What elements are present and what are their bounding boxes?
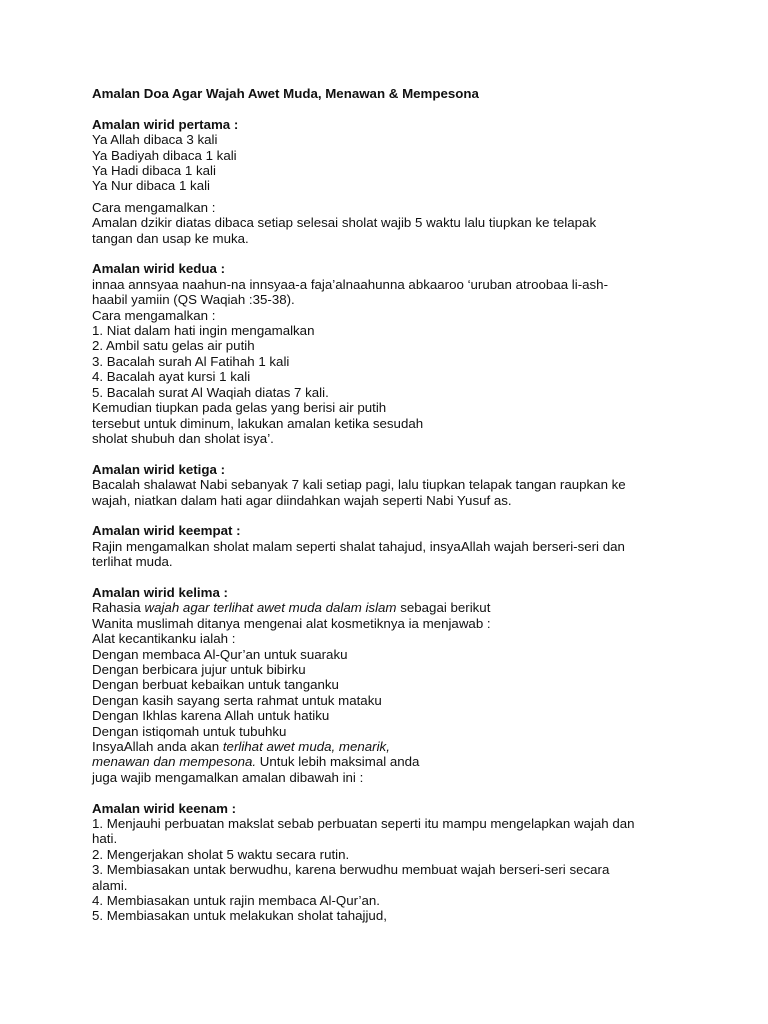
section-wirid-pertama — [92, 117, 692, 246]
text-line — [92, 754, 692, 769]
text-line: Ya Hadi dibaca 1 kali — [92, 163, 216, 179]
text-line: Cara mengamalkan : — [92, 199, 216, 215]
text-segment: InsyaAllah anda akan — [92, 738, 223, 754]
section-wirid-keempat — [92, 523, 692, 569]
text-line: Dengan berbuat kebaikan untuk tanganku — [92, 677, 339, 693]
text-line: 3. Bacalah surah Al Fatihah 1 kali — [92, 353, 290, 369]
section-heading: Amalan wirid ketiga : — [92, 461, 226, 477]
text-line: 5. Membiasakan untuk melakukan sholat tahajjud, — [92, 908, 387, 924]
text-line: wajah, niatkan dalam hati agar diindahkan wajah seperti Nabi Yusuf as. — [92, 492, 512, 508]
text-line: Alat kecantikanku ialah : — [92, 631, 236, 647]
text-line: Rajin mengamalkan sholat malam seperti shalat tahajud, insyaAllah wajah berseri-seri dan — [92, 538, 625, 554]
text-line: 1. Menjauhi perbuatan makslat sebab perbuatan seperti itu mampu mengelapkan wajah dan — [92, 816, 635, 831]
text-line — [92, 739, 692, 754]
text-line: haabil yamiin (QS Waqiah :35-38). — [92, 292, 295, 308]
section-wirid-kelima — [92, 585, 692, 785]
text-line: sholat shubuh dan sholat isya’. — [92, 430, 274, 446]
text-line — [92, 600, 692, 615]
section-heading: Amalan wirid keempat : — [92, 523, 241, 539]
text-line: 5. Bacalah surat Al Waqiah diatas 7 kali. — [92, 384, 329, 400]
section-heading: Amalan wirid kelima : — [92, 584, 228, 600]
text-line: 2. Ambil satu gelas air putih — [92, 338, 255, 354]
text-line: Ya Badiyah dibaca 1 kali — [92, 147, 237, 163]
text-line: Dengan berbicara jujur untuk bibirku — [92, 661, 306, 677]
text-line: tangan dan usap ke muka. — [92, 230, 249, 246]
section-heading: Amalan wirid kedua : — [92, 261, 226, 277]
text-line: Amalan dzikir diatas dibaca setiap selesai sholat wajib 5 waktu lalu tiupkan ke telapak — [92, 215, 597, 231]
text-line: tersebut untuk diminum, lakukan amalan ketika sesudah — [92, 415, 424, 431]
section-wirid-ketiga — [92, 462, 692, 508]
text-line: 3. Membiasakan untak berwudhu, karena berwudhu membuat wajah berseri-seri secara — [92, 862, 610, 878]
section-heading: Amalan wirid pertama : — [92, 116, 239, 132]
section-wirid-kedua — [92, 261, 692, 446]
text-line: Dengan membaca Al-Qur’an untuk suaraku — [92, 646, 348, 662]
text-line: 1. Niat dalam hati ingin mengamalkan — [92, 323, 315, 339]
italic-phrase: menawan dan mempesona. — [92, 754, 257, 770]
text-line: Kemudian tiupkan pada gelas yang berisi air putih — [92, 400, 387, 416]
text-line: Dengan Ikhlas karena Allah untuk hatiku — [92, 708, 330, 724]
section-wirid-keenam — [92, 801, 692, 924]
text-line: innaa annsyaa naahun-na innsyaa-a faja’alnaahunna abkaaroo ‘uruban atroobaa li-ash- — [92, 276, 609, 292]
text-line: juga wajib mengamalkan amalan dibawah ini : — [92, 769, 364, 785]
text-line: alami. — [92, 877, 128, 893]
section-heading: Amalan wirid keenam : — [92, 800, 237, 816]
text-segment: sebagai berikut — [396, 600, 491, 616]
text-segment: Untuk lebih maksimal anda — [256, 754, 420, 770]
document-title: Amalan Doa Agar Wajah Awet Muda, Menawan & Mempesona — [92, 86, 479, 101]
text-line: Wanita muslimah ditanya mengenai alat kosmetiknya ia menjawab : — [92, 615, 491, 631]
text-line: Ya Nur dibaca 1 kali — [92, 178, 211, 194]
text-line: Ya Allah dibaca 3 kali — [92, 132, 218, 148]
italic-phrase: terlihat awet muda, menarik, — [222, 738, 390, 754]
text-line: Cara mengamalkan : — [92, 307, 216, 323]
document-page — [92, 86, 692, 924]
text-line: hati. — [92, 831, 118, 847]
text-line: Bacalah shalawat Nabi sebanyak 7 kali setiap pagi, lalu tiupkan telapak tangan raupkan ke — [92, 477, 626, 493]
text-line: Dengan istiqomah untuk tubuhku — [92, 723, 287, 739]
text-segment: Rahasia — [92, 600, 145, 616]
text-line: Dengan kasih sayang serta rahmat untuk mataku — [92, 692, 382, 708]
text-line: 4. Bacalah ayat kursi 1 kali — [92, 369, 251, 385]
italic-phrase: wajah agar terlihat awet muda dalam islam — [144, 600, 397, 616]
text-line: 4. Membiasakan untuk rajin membaca Al-Qur’an. — [92, 893, 380, 909]
text-line: terlihat muda. — [92, 554, 173, 570]
text-line: 2. Mengerjakan sholat 5 waktu secara rutin. — [92, 846, 350, 862]
